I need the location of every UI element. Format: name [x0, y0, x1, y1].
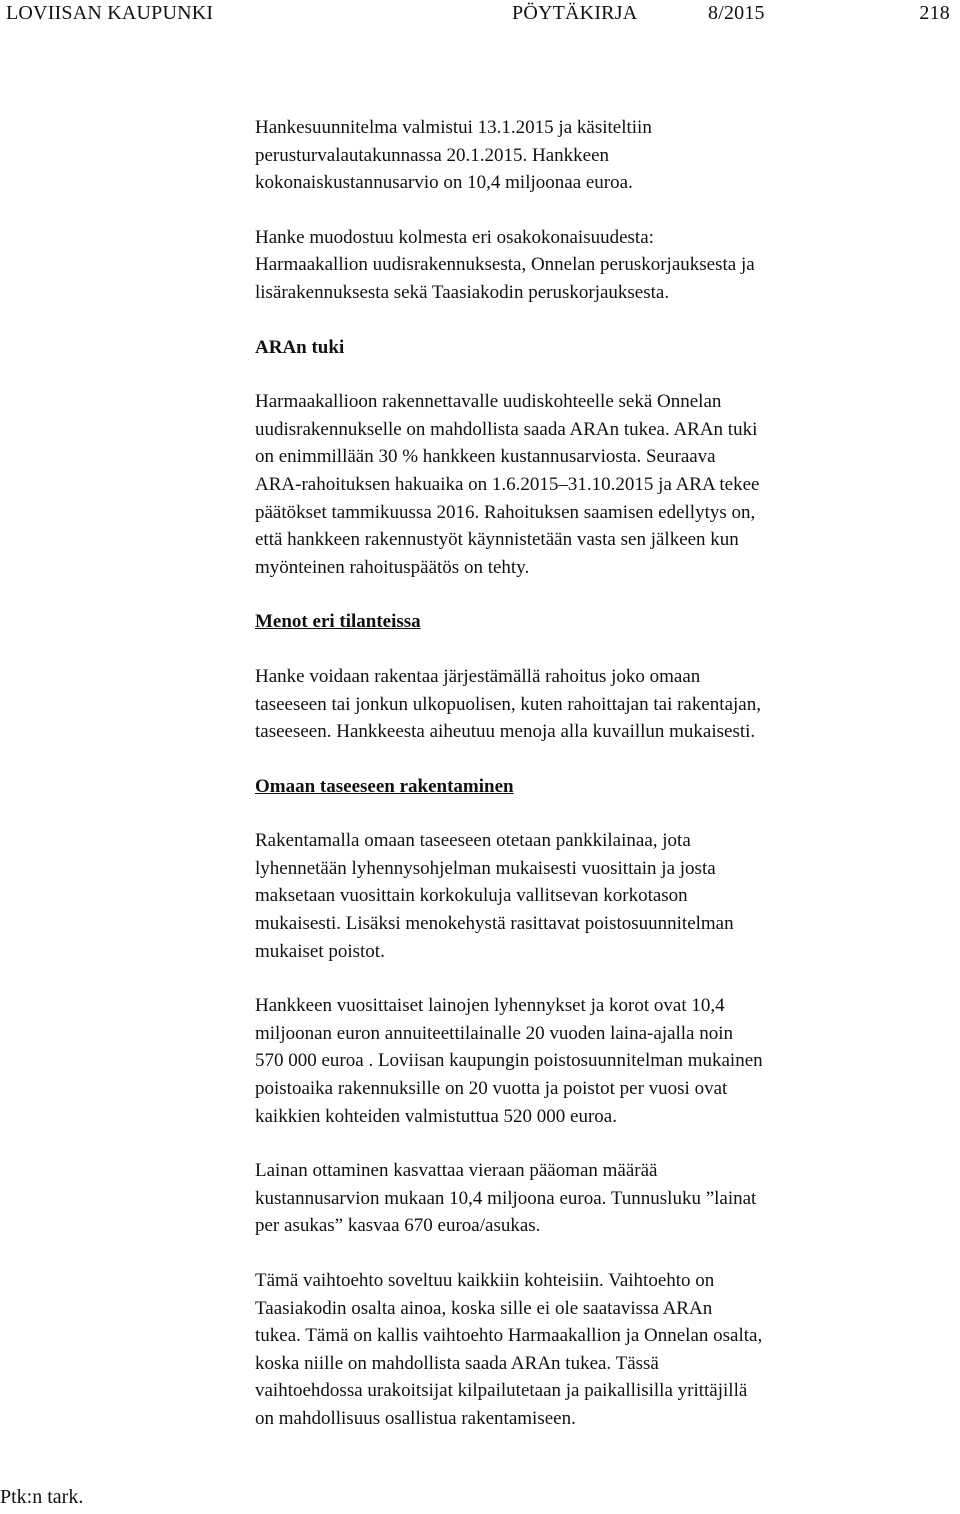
text-line: on enimmillään 30 % hankkeen kustannusarviosta. Seuraava	[255, 446, 716, 468]
paragraph-own-3	[255, 1157, 905, 1240]
text-line: maksetaan vuosittain korkokuluja vallitsevan korkotason	[255, 885, 688, 907]
text-line: taseeseen. Hankkeesta aiheutuu menoja alla kuvaillun mukaisesti.	[255, 721, 756, 743]
text-line: perusturvalautakunnassa 20.1.2015. Hankkeen	[255, 144, 610, 166]
text-line: tukea. Tämä on kallis vaihtoehto Harmaakallion ja Onnelan osalta,	[255, 1325, 763, 1347]
text-line: miljoonan euron annuiteettilainalle 20 vuoden laina-ajalla noin	[255, 1022, 734, 1044]
text-line: Hankkeen vuosittaiset lainojen lyhennykset ja korot ovat 10,4	[255, 995, 725, 1017]
heading-own-balance: Omaan taseeseen rakentaminen	[255, 775, 514, 797]
text-line: Hanke muodostuu kolmesta eri osakokonaisuudesta:	[255, 226, 654, 248]
text-line: Harmaakallion uudisrakennuksesta, Onnelan peruskorjauksesta ja	[255, 254, 755, 276]
paragraph-own-1	[255, 827, 905, 965]
text-line: vaihtoehdossa urakoitsijat kilpailutetaan ja paikallisilla yrittäjillä	[255, 1380, 748, 1402]
paragraph-intro	[255, 114, 905, 197]
text-line: lyhennetään lyhennysohjelman mukaisesti vuosittain ja josta	[255, 857, 716, 879]
paragraph-parts	[255, 224, 905, 307]
text-line: Rakentamalla omaan taseeseen otetaan pankkilainaa, jota	[255, 830, 691, 852]
paragraph-own-4	[255, 1267, 905, 1433]
text-line: mukaiset poistot.	[255, 940, 385, 962]
text-line: Tämä vaihtoehto soveltuu kaikkiin kohteisiin. Vaihtoehto on	[255, 1270, 715, 1291]
page-header	[6, 2, 950, 30]
paragraph-costs	[255, 663, 905, 746]
text-line: koska niille on mahdollista saada ARAn tukea. Tässä	[255, 1352, 659, 1374]
text-line: kaikkien kohteiden valmistuttua 520 000 euroa.	[255, 1105, 617, 1127]
text-line: on mahdollisuus osallistua rakentamiseen.	[255, 1407, 576, 1429]
text-line: 570 000 euroa . Loviisan kaupungin poistosuunnitelman mukainen	[255, 1050, 763, 1072]
text-line: Hankesuunnitelma valmistui 13.1.2015 ja käsiteltiin	[255, 117, 652, 138]
text-line: mukaisesti. Lisäksi menokehystä rasittavat poistosuunnitelman	[255, 913, 734, 935]
text-line: kokonaiskustannusarvio on 10,4 miljoonaa euroa.	[255, 172, 633, 194]
footer-check-label: Ptk:n tark.	[0, 1486, 84, 1508]
text-line: poistoaika rakennuksille on 20 vuotta ja poistot per vuosi ovat	[255, 1078, 728, 1100]
page-number: 218	[919, 2, 950, 24]
text-line: taseeseen tai jonkun ulkopuolisen, kuten rahoittajan tai rakentajan,	[255, 693, 761, 715]
document-number: 8/2015	[708, 2, 765, 24]
text-line: päätökset tammikuussa 2016. Rahoituksen saamisen edellytys on,	[255, 501, 756, 523]
text-line: kustannusarvion mukaan 10,4 miljoona euroa. Tunnusluku ”lainat	[255, 1187, 757, 1209]
heading-costs: Menot eri tilanteissa	[255, 611, 421, 633]
paragraph-ara	[255, 388, 905, 581]
text-line: lisärakennuksesta sekä Taasiakodin peruskorjauksesta.	[255, 281, 670, 303]
paragraph-own-2	[255, 992, 905, 1130]
text-line: uudisrakennukselle on mahdollista saada ARAn tukea. ARAn tuki	[255, 418, 758, 440]
text-line: per asukas” kasvaa 670 euroa/asukas.	[255, 1215, 541, 1237]
document-type: PÖYTÄKIRJA	[512, 2, 638, 24]
text-line: ARA-rahoituksen hakuaika on 1.6.2015–31.10.2015 ja ARA tekee	[255, 473, 760, 495]
text-line: Harmaakallioon rakennettavalle uudiskohteelle sekä Onnelan	[255, 391, 722, 413]
text-line: että hankkeen rakennustyöt käynnistetään vasta sen jälkeen kun	[255, 529, 739, 551]
organization-name: LOVIISAN KAUPUNKI	[6, 2, 214, 24]
document-body	[255, 114, 905, 1460]
text-line: Hanke voidaan rakentaa järjestämällä rahoitus joko omaan	[255, 665, 701, 687]
text-line: Taasiakodin osalta ainoa, koska sille ei ole saatavissa ARAn	[255, 1297, 713, 1319]
text-line: myönteinen rahoituspäätös on tehty.	[255, 556, 530, 578]
heading-ara: ARAn tuki	[255, 336, 345, 358]
text-line: Lainan ottaminen kasvattaa vieraan pääoman määrää	[255, 1160, 658, 1182]
